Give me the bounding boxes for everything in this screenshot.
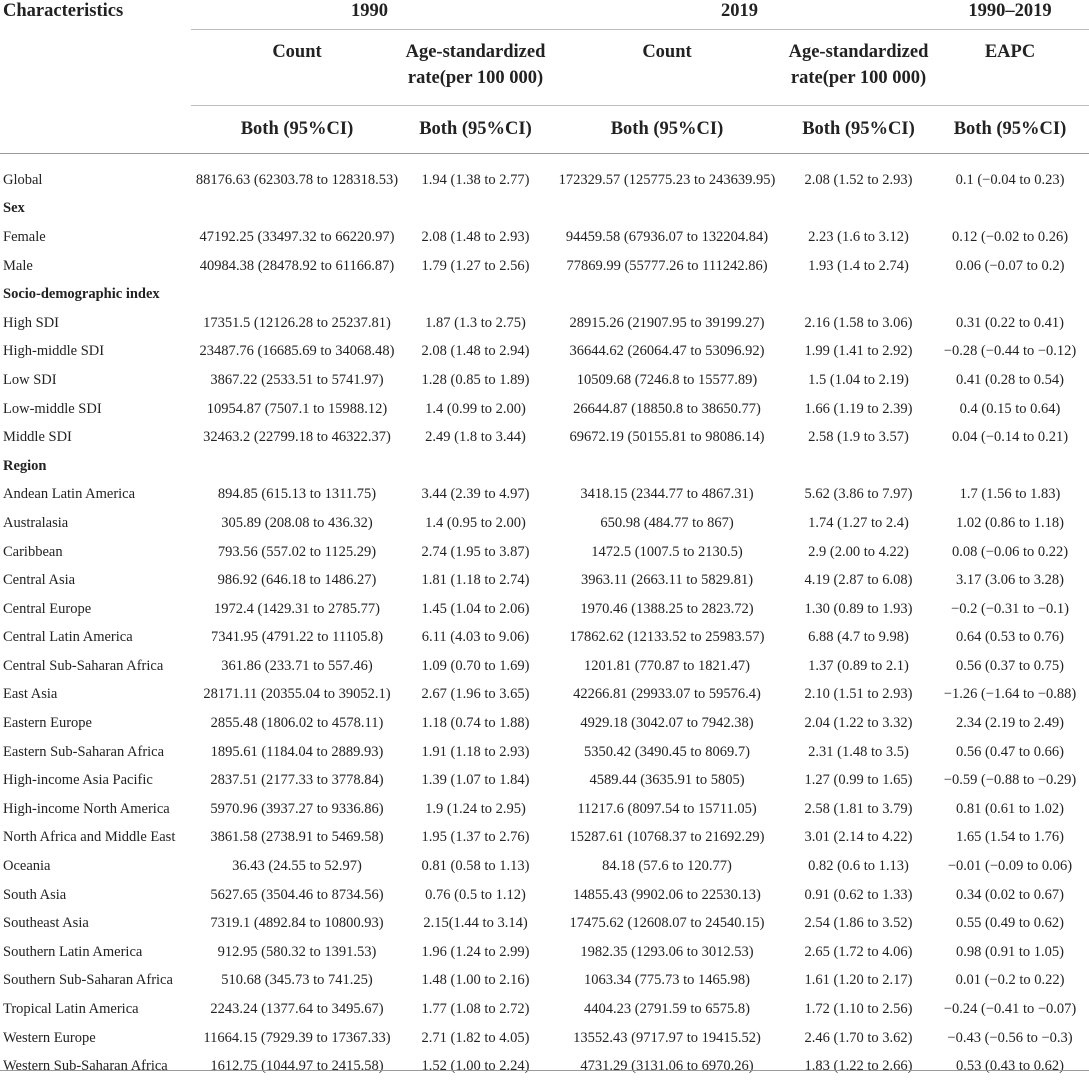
header-asr-line2: rate(per 100 000) <box>407 68 544 88</box>
table-body <box>0 154 1089 1082</box>
table-row <box>0 909 1089 938</box>
eapc-cell: 0.12 (−0.02 to 0.26) <box>951 228 1069 245</box>
header-asr-1990 <box>403 30 548 106</box>
eapc-cell: −0.59 (−0.88 to −0.29) <box>943 772 1077 789</box>
count-1990-cell: 2855.48 (1806.02 to 4578.11) <box>210 715 384 732</box>
section-label: Socio-demographic index <box>3 286 160 303</box>
rate-1990-cell: 1.77 (1.08 to 2.72) <box>421 1001 530 1018</box>
count-1990-cell: 3861.58 (2738.91 to 5469.58) <box>210 829 384 846</box>
count-2019-cell: 69672.19 (50155.81 to 98086.14) <box>569 429 765 446</box>
count-1990-cell: 2243.24 (1377.64 to 3495.67) <box>210 1001 384 1018</box>
rate-2019-cell: 2.23 (1.6 to 3.12) <box>808 228 909 245</box>
eapc-cell: 0.34 (0.02 to 0.67) <box>956 886 1064 903</box>
rate-1990-cell: 1.87 (1.3 to 2.75) <box>425 314 526 331</box>
rate-1990-cell: 1.79 (1.27 to 2.56) <box>421 257 530 274</box>
table-row <box>0 709 1089 738</box>
count-1990-cell: 361.86 (233.71 to 557.46) <box>221 657 373 674</box>
rate-2019-cell: 2.9 (2.00 to 4.22) <box>808 543 909 560</box>
row-label: Low SDI <box>3 371 57 388</box>
eapc-cell: 0.56 (0.47 to 0.66) <box>956 743 1064 760</box>
count-1990-cell: 7319.1 (4892.84 to 10800.93) <box>210 915 384 932</box>
header-both-ci: Both (95%CI) <box>548 106 786 154</box>
row-label: Australasia <box>3 514 69 531</box>
count-2019-cell: 1201.81 (770.87 to 1821.47) <box>584 657 750 674</box>
row-label: Andean Latin America <box>3 486 136 503</box>
count-2019-cell: 17862.62 (12133.52 to 25983.57) <box>569 629 765 646</box>
count-1990-cell: 28171.11 (20355.04 to 39052.1) <box>203 686 391 703</box>
header-asr-line1: Age-standardized <box>405 42 546 62</box>
rate-2019-cell: 1.37 (0.89 to 2.1) <box>808 657 909 674</box>
rate-1990-cell: 1.4 (0.99 to 2.00) <box>425 400 526 417</box>
rate-2019-cell: 0.82 (0.6 to 1.13) <box>808 858 909 875</box>
count-1990-cell: 5627.65 (3504.46 to 8734.56) <box>210 886 384 903</box>
count-1990-cell: 88176.63 (62303.78 to 128318.53) <box>195 171 399 188</box>
eapc-cell: 0.53 (0.43 to 0.62) <box>956 1058 1064 1075</box>
table-row <box>0 967 1089 996</box>
header-count-2019: Count <box>548 30 786 106</box>
count-2019-cell: 4404.23 (2791.59 to 6575.8) <box>584 1001 750 1018</box>
count-2019-cell: 4929.18 (3042.07 to 7942.38) <box>580 715 754 732</box>
table-header <box>0 0 1089 154</box>
rate-1990-cell: 2.71 (1.82 to 4.05) <box>421 1029 530 1046</box>
table-row <box>0 566 1089 595</box>
row-label: South Asia <box>3 886 67 903</box>
eapc-cell: −0.2 (−0.31 to −0.1) <box>951 600 1069 617</box>
table-row <box>0 881 1089 910</box>
rate-2019-cell: 2.65 (1.72 to 4.06) <box>804 943 913 960</box>
row-label: Southern Sub-Saharan Africa <box>3 972 173 989</box>
header-both-ci: Both (95%CI) <box>786 106 931 154</box>
header-characteristics: Characteristics <box>3 1 124 21</box>
eapc-cell: 0.06 (−0.07 to 0.2) <box>955 257 1065 274</box>
header-count-1990: Count <box>191 30 403 106</box>
table-row <box>0 652 1089 681</box>
rate-2019-cell: 2.08 (1.52 to 2.93) <box>804 171 913 188</box>
count-1990-cell: 7341.95 (4791.22 to 11105.8) <box>210 629 384 646</box>
table-row <box>0 223 1089 252</box>
rate-1990-cell: 2.67 (1.96 to 3.65) <box>421 686 530 703</box>
row-label: High-income Asia Pacific <box>3 772 153 789</box>
row-label: East Asia <box>3 686 58 703</box>
header-year-1990: 1990 <box>351 1 388 21</box>
eapc-cell: 0.81 (0.61 to 1.02) <box>956 800 1064 817</box>
count-2019-cell: 14855.43 (9902.06 to 22530.13) <box>573 886 761 903</box>
rate-2019-cell: 6.88 (4.7 to 9.98) <box>808 629 909 646</box>
row-label: High-income North America <box>3 800 170 817</box>
eapc-cell: 1.02 (0.86 to 1.18) <box>956 514 1064 531</box>
count-2019-cell: 5350.42 (3490.45 to 8069.7) <box>584 743 750 760</box>
rate-2019-cell: 2.54 (1.86 to 3.52) <box>804 915 913 932</box>
rate-1990-cell: 6.11 (4.03 to 9.06) <box>421 629 530 646</box>
rate-1990-cell: 2.08 (1.48 to 2.94) <box>421 343 530 360</box>
rate-1990-cell: 1.95 (1.37 to 2.76) <box>421 829 530 846</box>
table-row <box>0 595 1089 624</box>
count-1990-cell: 986.92 (646.18 to 1486.27) <box>217 572 377 589</box>
rate-1990-cell: 1.94 (1.38 to 2.77) <box>421 171 530 188</box>
section-label: Sex <box>3 200 25 217</box>
rate-1990-cell: 1.91 (1.18 to 2.93) <box>421 743 530 760</box>
count-1990-cell: 36.43 (24.55 to 52.97) <box>232 858 362 875</box>
row-label: Caribbean <box>3 543 63 560</box>
row-label: Central Sub-Saharan Africa <box>3 657 164 674</box>
count-2019-cell: 26644.87 (18850.8 to 38650.77) <box>573 400 761 417</box>
eapc-cell: 0.56 (0.37 to 0.75) <box>956 657 1064 674</box>
count-1990-cell: 2837.51 (2177.33 to 3778.84) <box>210 772 384 789</box>
count-2019-cell: 172329.57 (125775.23 to 243639.95) <box>558 171 776 188</box>
table-row <box>0 166 1089 195</box>
row-label: Southeast Asia <box>3 915 89 932</box>
eapc-cell: 0.4 (0.15 to 0.64) <box>959 400 1061 417</box>
row-label: Global <box>3 171 43 188</box>
row-label: Middle SDI <box>3 429 72 446</box>
rate-1990-cell: 1.45 (1.04 to 2.06) <box>421 600 530 617</box>
rate-1990-cell: 1.09 (0.70 to 1.69) <box>421 657 530 674</box>
rate-2019-cell: 1.93 (1.4 to 2.74) <box>808 257 909 274</box>
eapc-cell: 0.01 (−0.2 to 0.22) <box>955 972 1065 989</box>
eapc-cell: 1.65 (1.54 to 1.76) <box>956 829 1064 846</box>
eapc-cell: −0.01 (−0.09 to 0.06) <box>947 858 1073 875</box>
rate-2019-cell: 1.74 (1.27 to 2.4) <box>808 514 909 531</box>
rate-2019-cell: 1.99 (1.41 to 2.92) <box>804 343 913 360</box>
count-2019-cell: 13552.43 (9717.97 to 19415.52) <box>573 1029 761 1046</box>
table-row <box>0 1052 1089 1081</box>
table-row <box>0 766 1089 795</box>
rate-2019-cell: 4.19 (2.87 to 6.08) <box>804 572 913 589</box>
count-2019-cell: 36644.62 (26064.47 to 53096.92) <box>569 343 765 360</box>
count-2019-cell: 17475.62 (12608.07 to 24540.15) <box>569 915 765 932</box>
table-row <box>0 681 1089 710</box>
rate-1990-cell: 2.49 (1.8 to 3.44) <box>425 429 526 446</box>
eapc-cell: 3.17 (3.06 to 3.28) <box>956 572 1064 589</box>
rate-1990-cell: 0.76 (0.5 to 1.12) <box>425 886 526 903</box>
section-label: Region <box>3 457 47 474</box>
table-row <box>0 509 1089 538</box>
table-row <box>0 824 1089 853</box>
header-eapc: EAPC <box>931 30 1089 106</box>
count-2019-cell: 1472.5 (1007.5 to 2130.5) <box>591 543 743 560</box>
eapc-cell: 0.41 (0.28 to 0.54) <box>956 371 1064 388</box>
count-2019-cell: 11217.6 (8097.54 to 15711.05) <box>577 800 757 817</box>
count-2019-cell: 77869.99 (55777.26 to 111242.86) <box>566 257 768 274</box>
table-row <box>0 252 1089 281</box>
header-both-ci: Both (95%CI) <box>931 106 1089 154</box>
spacer-row <box>0 154 1089 167</box>
row-label: Eastern Sub-Saharan Africa <box>3 743 165 760</box>
count-1990-cell: 5970.96 (3937.27 to 9336.86) <box>210 800 384 817</box>
header-year-2019: 2019 <box>721 1 758 21</box>
rate-1990-cell: 2.08 (1.48 to 2.93) <box>421 228 530 245</box>
section-row <box>0 280 1089 309</box>
count-2019-cell: 3963.11 (2663.11 to 5829.81) <box>580 572 754 589</box>
count-2019-cell: 1970.46 (1388.25 to 2823.72) <box>580 600 754 617</box>
rate-2019-cell: 1.27 (0.99 to 1.65) <box>804 772 913 789</box>
count-2019-cell: 94459.58 (67936.07 to 132204.84) <box>565 228 769 245</box>
rate-1990-cell: 1.81 (1.18 to 2.74) <box>421 572 530 589</box>
header-blank <box>0 30 191 106</box>
count-1990-cell: 17351.5 (12126.28 to 25237.81) <box>203 314 391 331</box>
rate-2019-cell: 1.72 (1.10 to 2.56) <box>804 1001 913 1018</box>
section-row <box>0 452 1089 481</box>
table-row <box>0 366 1089 395</box>
rate-1990-cell: 1.28 (0.85 to 1.89) <box>421 371 530 388</box>
eapc-cell: 0.98 (0.91 to 1.05) <box>956 943 1064 960</box>
header-blank <box>0 106 191 154</box>
spacer-cell <box>0 154 1089 167</box>
eapc-cell: 0.31 (0.22 to 0.41) <box>956 314 1064 331</box>
row-label: Western Sub-Saharan Africa <box>3 1058 168 1075</box>
rate-2019-cell: 1.83 (1.22 to 2.66) <box>804 1058 913 1075</box>
count-2019-cell: 10509.68 (7246.8 to 15577.89) <box>576 371 758 388</box>
count-1990-cell: 894.85 (615.13 to 1311.75) <box>217 486 377 503</box>
eapc-cell: −0.28 (−0.44 to −0.12) <box>943 343 1077 360</box>
count-1990-cell: 1895.61 (1184.04 to 2889.93) <box>210 743 384 760</box>
count-1990-cell: 23487.76 (16685.69 to 34068.48) <box>199 343 395 360</box>
table-row <box>0 938 1089 967</box>
eapc-cell: 0.55 (0.49 to 0.62) <box>956 915 1064 932</box>
count-1990-cell: 510.68 (345.73 to 741.25) <box>221 972 373 989</box>
rate-2019-cell: 5.62 (3.86 to 7.97) <box>804 486 913 503</box>
header-asr-line1: Age-standardized <box>788 42 929 62</box>
header-period: 1990–2019 <box>968 1 1052 21</box>
count-2019-cell: 84.18 (57.6 to 120.77) <box>602 858 732 875</box>
row-label: Female <box>3 228 46 245</box>
eapc-cell: −1.26 (−1.64 to −0.88) <box>943 686 1077 703</box>
count-2019-cell: 1982.35 (1293.06 to 3012.53) <box>580 943 754 960</box>
rate-1990-cell: 1.48 (1.00 to 2.16) <box>421 972 530 989</box>
rate-1990-cell: 1.96 (1.24 to 2.99) <box>421 943 530 960</box>
row-label: Tropical Latin America <box>3 1001 139 1018</box>
row-label: Male <box>3 257 33 274</box>
row-label: High-middle SDI <box>3 343 105 360</box>
table-row <box>0 1024 1089 1053</box>
rate-1990-cell: 0.81 (0.58 to 1.13) <box>421 858 530 875</box>
rate-2019-cell: 2.10 (1.51 to 2.93) <box>804 686 913 703</box>
count-1990-cell: 793.56 (557.02 to 1125.29) <box>217 543 377 560</box>
rate-2019-cell: 2.58 (1.81 to 3.79) <box>804 800 913 817</box>
rate-1990-cell: 1.18 (0.74 to 1.88) <box>421 715 530 732</box>
header-asr-2019 <box>786 30 931 106</box>
eapc-cell: 1.7 (1.56 to 1.83) <box>959 486 1061 503</box>
count-2019-cell: 42266.81 (29933.07 to 59576.4) <box>573 686 761 703</box>
rate-1990-cell: 1.52 (1.00 to 2.24) <box>421 1058 530 1075</box>
table-row <box>0 395 1089 424</box>
row-label: Western Europe <box>3 1029 96 1046</box>
table-row <box>0 852 1089 881</box>
row-label: Central Latin America <box>3 629 133 646</box>
count-2019-cell: 4589.44 (3635.91 to 5805) <box>589 772 745 789</box>
table-row <box>0 995 1089 1024</box>
count-2019-cell: 650.98 (484.77 to 867) <box>600 514 734 531</box>
table-row <box>0 423 1089 452</box>
count-2019-cell: 15287.61 (10768.37 to 21692.29) <box>569 829 765 846</box>
row-label: Eastern Europe <box>3 715 92 732</box>
count-1990-cell: 47192.25 (33497.32 to 66220.97) <box>199 228 395 245</box>
count-1990-cell: 912.95 (580.32 to 1391.53) <box>217 943 377 960</box>
count-1990-cell: 3867.22 (2533.51 to 5741.97) <box>210 371 384 388</box>
bottom-rule <box>0 1070 1089 1071</box>
count-2019-cell: 4731.29 (3131.06 to 6970.26) <box>580 1058 754 1075</box>
rate-2019-cell: 2.31 (1.48 to 3.5) <box>808 743 909 760</box>
rate-2019-cell: 1.66 (1.19 to 2.39) <box>804 400 913 417</box>
count-1990-cell: 11664.15 (7929.39 to 17367.33) <box>203 1029 391 1046</box>
rate-2019-cell: 3.01 (2.14 to 4.22) <box>804 829 913 846</box>
eapc-cell: 0.64 (0.53 to 0.76) <box>956 629 1064 646</box>
eapc-cell: 2.34 (2.19 to 2.49) <box>956 715 1064 732</box>
rate-1990-cell: 1.9 (1.24 to 2.95) <box>425 800 526 817</box>
row-label: Central Asia <box>3 572 76 589</box>
rate-1990-cell: 2.74 (1.95 to 3.87) <box>421 543 530 560</box>
table-row <box>0 538 1089 567</box>
count-2019-cell: 3418.15 (2344.77 to 4867.31) <box>580 486 754 503</box>
eapc-cell: −0.24 (−0.41 to −0.07) <box>943 1001 1077 1018</box>
table-row <box>0 624 1089 653</box>
rate-2019-cell: 1.30 (0.89 to 1.93) <box>804 600 913 617</box>
section-row <box>0 195 1089 224</box>
table-row <box>0 338 1089 367</box>
table-row <box>0 481 1089 510</box>
rate-1990-cell: 1.39 (1.07 to 1.84) <box>421 772 530 789</box>
table-row <box>0 738 1089 767</box>
rate-2019-cell: 2.16 (1.58 to 3.06) <box>804 314 913 331</box>
row-label: North Africa and Middle East <box>3 829 176 846</box>
header-asr-line2: rate(per 100 000) <box>790 68 927 88</box>
row-label: Central Europe <box>3 600 92 617</box>
count-1990-cell: 1612.75 (1044.97 to 2415.58) <box>210 1058 384 1075</box>
row-label: Southern Latin America <box>3 943 143 960</box>
count-1990-cell: 10954.87 (7507.1 to 15988.12) <box>206 400 388 417</box>
count-1990-cell: 40984.38 (28478.92 to 61166.87) <box>199 257 395 274</box>
table-row <box>0 309 1089 338</box>
eapc-cell: −0.43 (−0.56 to −0.3) <box>947 1029 1073 1046</box>
row-label: Oceania <box>3 858 51 875</box>
header-both-ci: Both (95%CI) <box>403 106 548 154</box>
row-label: Low-middle SDI <box>3 400 102 417</box>
rate-2019-cell: 0.91 (0.62 to 1.33) <box>804 886 913 903</box>
row-label: High SDI <box>3 314 59 331</box>
rate-1990-cell: 3.44 (2.39 to 4.97) <box>421 486 530 503</box>
count-2019-cell: 28915.26 (21907.95 to 39199.27) <box>569 314 765 331</box>
rate-2019-cell: 2.46 (1.70 to 3.62) <box>804 1029 913 1046</box>
rate-1990-cell: 2.15(1.44 to 3.14) <box>423 915 528 932</box>
header-both-ci: Both (95%CI) <box>191 106 403 154</box>
rate-1990-cell: 1.4 (0.95 to 2.00) <box>425 514 526 531</box>
eapc-cell: 0.08 (−0.06 to 0.22) <box>951 543 1069 560</box>
rate-2019-cell: 2.58 (1.9 to 3.57) <box>808 429 909 446</box>
table-row <box>0 795 1089 824</box>
count-1990-cell: 32463.2 (22799.18 to 46322.37) <box>203 429 391 446</box>
rate-2019-cell: 1.5 (1.04 to 2.19) <box>808 371 909 388</box>
eapc-cell: 0.04 (−0.14 to 0.21) <box>951 429 1069 446</box>
rate-2019-cell: 1.61 (1.20 to 2.17) <box>804 972 913 989</box>
count-1990-cell: 1972.4 (1429.31 to 2785.77) <box>214 600 380 617</box>
count-2019-cell: 1063.34 (775.73 to 1465.98) <box>584 972 750 989</box>
count-1990-cell: 305.89 (208.08 to 436.32) <box>221 514 373 531</box>
eapc-cell: 0.1 (−0.04 to 0.23) <box>955 171 1065 188</box>
rate-2019-cell: 2.04 (1.22 to 3.32) <box>804 715 913 732</box>
